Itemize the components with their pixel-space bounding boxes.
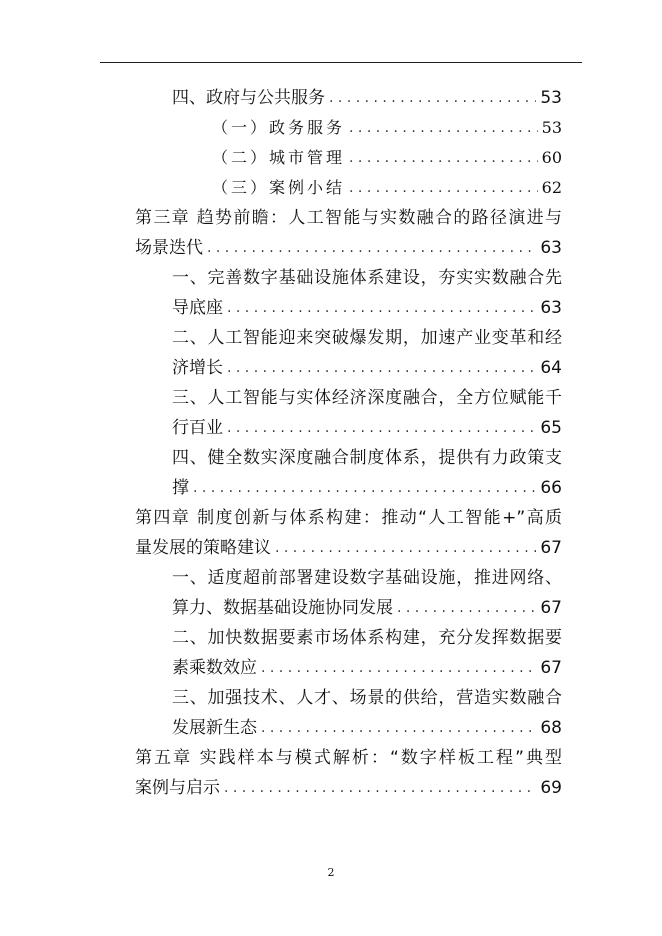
toc-page-number: 67 [540,658,562,678]
toc-line [0,563,562,593]
toc-entry[interactable] [0,323,662,383]
toc-entry-title: （一）政务服务 [212,118,346,137]
toc-page-number: 66 [540,478,562,498]
toc-entry-title: 三、加强技术、人才、场景的供给，营造实数融合 [172,688,562,708]
toc-page-number: 69 [540,778,562,798]
toc-line [0,653,562,683]
toc-entry-title: 三、人工智能与实体经济深度融合，全方位赋能千 [172,388,562,408]
toc-entry-title: 第四章 制度创新与体系构建：推动“人工智能+”高质 [135,508,562,528]
page-number: 2 [327,866,335,879]
toc-entry-title: 四、政府与公共服务 [172,88,325,108]
toc-line [0,413,562,443]
toc-line [0,383,562,413]
dot-leader [329,83,536,113]
dot-leader [261,653,536,683]
toc-line [0,143,562,173]
toc-page-number: 60 [541,148,562,167]
toc-entry-title: （二）城市管理 [212,148,346,167]
dot-leader [397,593,536,623]
toc-entry[interactable] [0,683,662,743]
header-rule [100,62,582,63]
toc-line [0,593,562,623]
toc-entry[interactable] [0,113,662,143]
toc-line [0,323,562,353]
toc-entry[interactable] [0,83,662,113]
toc-page-number: 67 [540,598,562,618]
dot-leader [261,713,536,743]
toc-line [0,203,562,233]
toc-entry[interactable] [0,563,662,623]
toc-entry[interactable] [0,743,662,803]
toc-entry-title: 二、加快数据要素市场体系构建，充分发挥数据要 [172,628,562,648]
toc-line [0,83,562,113]
toc-entry[interactable] [0,383,662,443]
toc-page-number: 53 [541,118,562,137]
toc-line [0,263,562,293]
toc-page-number: 65 [540,418,562,438]
toc-entry-title: 济增长 [172,358,223,378]
toc-entry[interactable] [0,203,662,263]
toc-entry[interactable] [0,173,662,203]
dot-leader [349,173,538,203]
dot-leader [349,113,538,143]
toc-page-number: 63 [540,238,562,258]
toc-page-number: 68 [540,718,562,738]
toc-entry-title: 场景迭代 [135,238,203,258]
toc-line [0,743,562,773]
toc-page-number: 67 [540,538,562,558]
toc-line [0,113,562,143]
toc-entry-title: 导底座 [172,298,223,318]
toc-entry-title: 第三章 趋势前瞻：人工智能与实数融合的路径演进与 [135,208,562,228]
toc-line [0,293,562,323]
toc-entry-title: 四、健全数实深度融合制度体系，提供有力政策支 [172,448,562,468]
toc-line [0,233,562,263]
toc-line [0,443,562,473]
toc-line [0,503,562,533]
toc-entry-title: 案例与启示 [135,778,220,798]
toc-entry-title: 撑 [172,478,189,498]
toc-page-number: 53 [540,88,562,108]
toc-entry-title: （三）案例小结 [212,178,346,197]
table-of-contents [0,83,662,803]
toc-line [0,173,562,203]
toc-entry[interactable] [0,503,662,563]
toc-entry[interactable] [0,263,662,323]
toc-line [0,773,562,803]
toc-entry-title: 二、人工智能迎来突破爆发期，加速产业变革和经 [172,328,562,348]
toc-line [0,473,562,503]
dot-leader [224,773,536,803]
toc-page-number: 63 [540,298,562,318]
toc-page-number: 64 [540,358,562,378]
toc-line [0,353,562,383]
toc-line [0,533,562,563]
toc-entry-title: 行百业 [172,418,223,438]
toc-entry-title: 发展新生态 [172,718,257,738]
toc-entry-title: 一、适度超前部署建设数字基础设施，推进网络、 [172,568,562,588]
toc-entry[interactable] [0,443,662,503]
dot-leader [227,413,536,443]
dot-leader [227,293,536,323]
toc-page-number: 62 [541,178,562,197]
dot-leader [275,533,536,563]
toc-line [0,713,562,743]
dot-leader [349,143,538,173]
dot-leader [227,353,536,383]
toc-entry-title: 算力、数据基础设施协同发展 [172,598,393,618]
toc-line [0,683,562,713]
toc-entry[interactable] [0,623,662,683]
dot-leader [193,473,536,503]
toc-line [0,623,562,653]
toc-entry-title: 量发展的策略建议 [135,538,271,558]
toc-entry-title: 素乘数效应 [172,658,257,678]
toc-entry-title: 第五章 实践样本与模式解析：“数字样板工程”典型 [135,748,562,768]
dot-leader [207,233,536,263]
toc-entry[interactable] [0,143,662,173]
toc-entry-title: 一、完善数字基础设施体系建设，夯实实数融合先 [172,268,562,288]
